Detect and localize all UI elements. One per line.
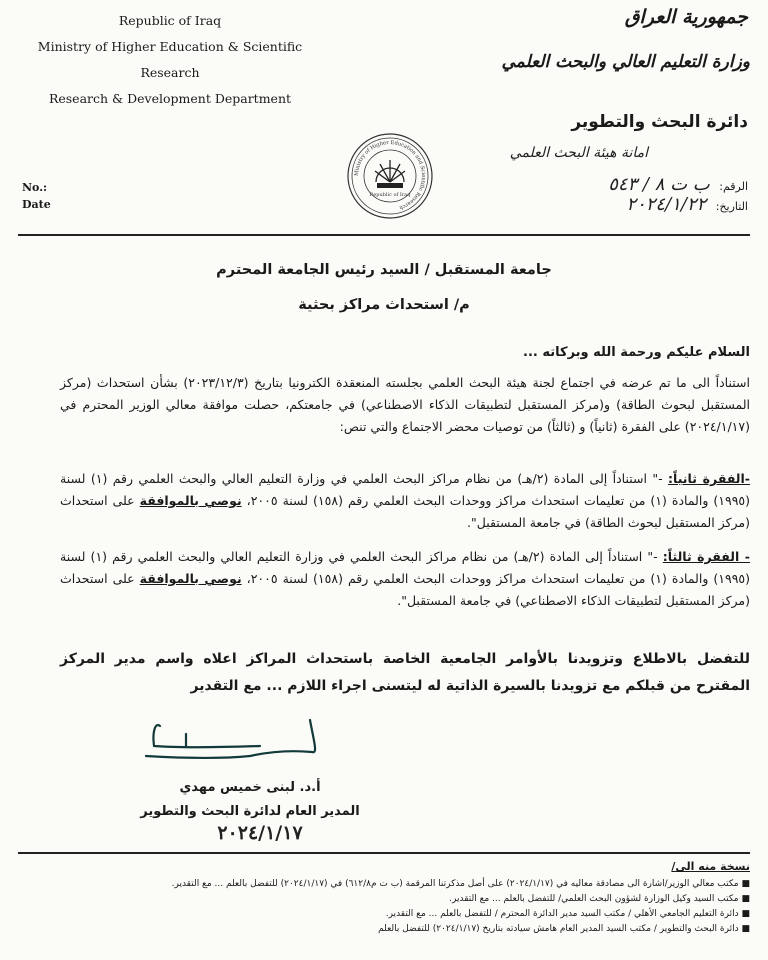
signatory-title: المدير العام لدائرة البحث والتطوير [140, 804, 360, 819]
ar-date-label: التاريخ: [715, 200, 748, 213]
svg-text:Republic of Iraq: Republic of Iraq [369, 192, 411, 198]
intro-paragraph: استناداً الى ما تم عرضه في اجتماع لجنة هيئة البحث العلمي بجلسته المنعقدة الكترونيا بتاريخ (٢٠٢٣/١٢/٣) بشأن استحداث (مركز المستقبل لبحوث الطاقة) و(مركز المستقبل لتطبيقات الذكاء الاصطناعي) في جامعتكم، حصلت موافقة معالي الوزير المحترم في (٢٠٢٤/١/١٧) على الفقرة (ثانياً) و (ثالثاً) من توصيات محضر الاجتماع والتي تنص: [60, 375, 750, 434]
para3-text: -" استناداً إلى المادة (٢/هـ) من نظام مراكز البحث العلمي في وزارة التعليم العالي والبحث العلمي رقم (١) لسنة (١٩٩٥) والمادة (١) من تعليمات استحداث مراكز ووحدات البحث العلمي رقم (١٥٨) لسنة ٢٠٠٥، [60, 549, 751, 586]
ar-number-label: الرقم: [719, 180, 748, 193]
paragraph-second [60, 468, 750, 534]
copy-item: ■ مكتب معالي الوزير/اشارة الى مصادقة معاليه في (٢٠٢٤/١/١٧) على أصل مذكرتنا المرقمة (ب ت م٦١٢/٨) في (٢٠٢٤/١/١٧) للتفضل بالعلم ... مع التقدير. [171, 879, 750, 889]
para3-label: - الفقرة ثالثاً: [662, 549, 750, 564]
handwritten-signature [140, 712, 340, 772]
copy-item: ■ دائرة التعليم الجامعي الأهلي / مكتب السيد مدير الدائرة المحترم / للتفضل بالعلم ... مع التقدير. [385, 909, 750, 919]
copy-item: ■ دائرة البحث والتطوير / مكتب السيد المدير العام هامش سيادته بتاريخ (٢٠٢٤/١/١٧) للتفضل بالعلم [378, 924, 750, 934]
header-divider [18, 234, 750, 236]
para3-end: على استحداث (مركز المستقبل لتطبيقات الذكاء الاصطناعي) في جامعة المستقبل". [60, 571, 750, 608]
en-ministry: Ministry of Higher Education & Scientific [37, 39, 303, 54]
paragraph-third [60, 546, 750, 612]
ar-date-value: ٢٠٢٤/١/٢٢ [626, 194, 707, 215]
para2-end: على استحداث (مركز المستقبل لبحوث الطاقة) في جامعة المستقبل". [60, 493, 750, 530]
copies-heading: نسخة منه الى/ [671, 860, 750, 873]
date-label: Date [22, 198, 51, 211]
para2-label: -الفقرة ثانياً: [668, 471, 750, 486]
no-label: No.: [22, 181, 48, 194]
recipient: جامعة المستقبل / السيد رئيس الجامعة المحترم [216, 262, 552, 278]
en-research: Research [140, 65, 200, 80]
signature-date: ٢٠٢٤/١/١٧ [217, 822, 303, 844]
ar-department: دائرة البحث والتطوير [571, 112, 748, 132]
svg-text:Ministry of Higher Education a: Ministry of Higher Education and Scientific Research [353, 139, 427, 211]
para2-text: -" استناداً إلى المادة (٢/هـ) من نظام مراكز البحث العلمي في وزارة التعليم العالي والبحث العلمي رقم (١) لسنة (١٩٩٥) والمادة (١) من تعليمات استحداث مراكز ووحدات البحث العلمي رقم (١٥٨) لسنة ٢٠٠٥، [60, 471, 751, 508]
header-en [20, 8, 320, 112]
para3-recommendation: نوصي بالموافقة [139, 571, 242, 586]
para2-recommendation: نوصي بالموافقة [139, 493, 242, 508]
footer-divider [18, 852, 750, 854]
greeting: السلام عليكم ورحمة الله وبركاته ... [523, 345, 750, 360]
ar-number-value: ب ت ٨ / ٥٤٣ [608, 174, 710, 195]
subject: م/ استحداث مراكز بحثية [298, 297, 470, 313]
copy-item: ■ مكتب السيد وكيل الوزارة لشؤون البحث العلمي/ للتفضل بالعلم ... مع التقدير. [449, 894, 750, 904]
ar-secretariat: امانة هيئة البحث العلمي [509, 145, 648, 161]
signatory-name: أ.د. لبنى خميس مهدي [179, 780, 321, 795]
ar-number-row [498, 174, 748, 195]
copies-list [60, 878, 750, 935]
ar-ministry: وزارة التعليم العالي والبحث العلمي [501, 52, 750, 72]
ar-date-row [498, 194, 748, 215]
en-republic: Republic of Iraq [118, 13, 222, 28]
closing-paragraph: للتفضل بالاطلاع وتزويدنا بالأوامر الجامعية الخاصة باستحداث المراكز اعلاه واسم مدير المركز المقترح من قبلكم مع تزويدنا بالسيرة الذاتية له ليتسنى اجراء اللازم ... مع التقدير [60, 651, 750, 694]
ar-republic: جمهورية العراق [624, 6, 748, 28]
ministry-seal [346, 124, 434, 226]
en-department: Research & Development Department [48, 91, 292, 106]
